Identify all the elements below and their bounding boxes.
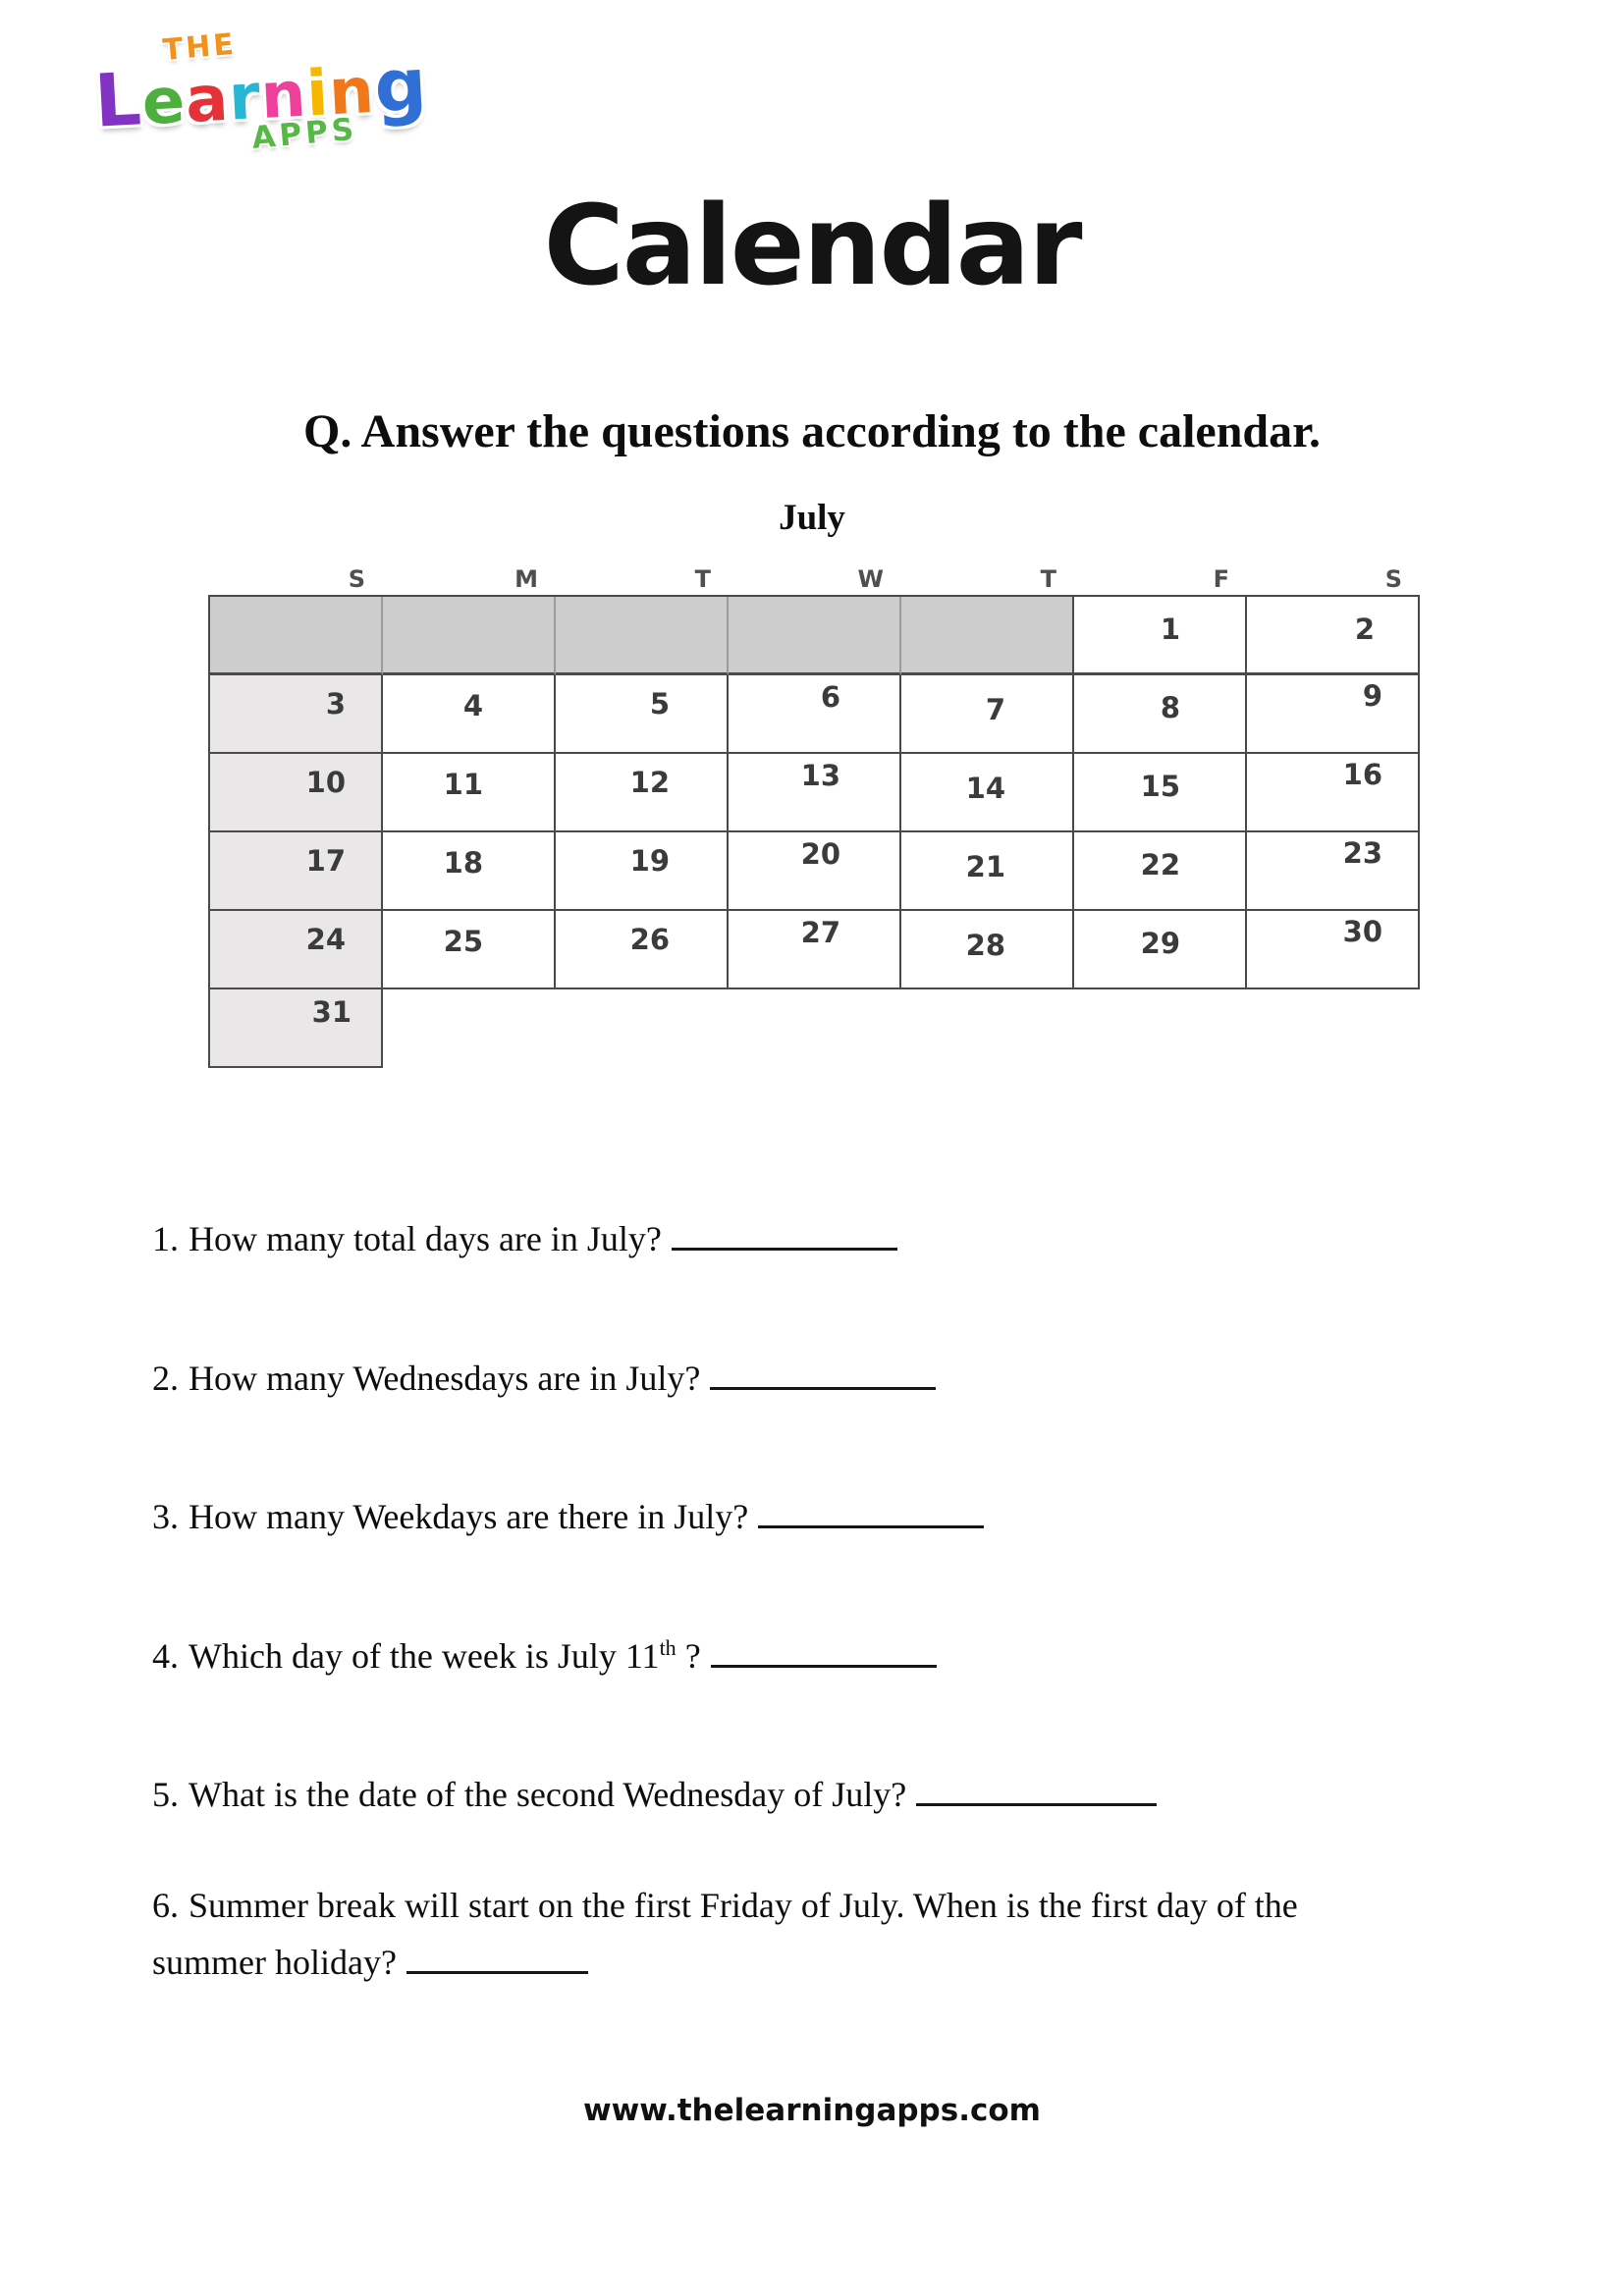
calendar-cell-day-16 [1247, 754, 1420, 832]
calendar-cell-day-24 [210, 911, 383, 989]
logo-letter: n [327, 54, 377, 131]
calendar-cell-day-26 [556, 911, 729, 989]
calendar-cell-day-21 [901, 832, 1074, 911]
day-number: 27 [800, 916, 840, 949]
calendar-cell-ghost [556, 989, 729, 1068]
calendar-month-title: July [779, 498, 845, 538]
calendar-cell-day-14 [901, 754, 1074, 832]
calendar-cell-day-10 [210, 754, 383, 832]
day-number: 30 [1342, 915, 1382, 948]
day-number: 3 [325, 687, 346, 721]
logo-letter: g [372, 42, 430, 130]
question-number: 5. [152, 1775, 179, 1815]
logo-letter: i [304, 57, 332, 132]
day-number: 10 [305, 766, 346, 799]
ordinal-suffix: th [659, 1634, 677, 1660]
calendar-cell-day-17 [210, 832, 383, 911]
logo-letter: r [227, 61, 263, 135]
question-4 [152, 1632, 1468, 1681]
day-number: 2 [1354, 613, 1375, 646]
calendar-cell-day-6 [729, 675, 901, 754]
question-text: What is the date of the second Wednesday of July? [189, 1775, 907, 1815]
question-number: 3. [152, 1497, 179, 1537]
question-text-line2: summer holiday? [152, 1939, 1468, 1987]
calendar-cell-day-7 [901, 675, 1074, 754]
calendar-cell-ghost [1074, 989, 1247, 1068]
day-header-mon: M [514, 565, 538, 593]
calendar-cell-day-28 [901, 911, 1074, 989]
day-number: 4 [462, 689, 483, 722]
day-number: 28 [965, 929, 1005, 962]
calendar-cell-day-12 [556, 754, 729, 832]
day-header-tue: T [694, 565, 711, 593]
question-number: 4. [152, 1635, 179, 1676]
day-number: 11 [443, 768, 483, 801]
question-number: 6. [152, 1885, 179, 1925]
question-text: How many Wednesdays are in July? [189, 1358, 701, 1398]
question-1 [152, 1215, 1468, 1263]
day-number: 18 [443, 846, 483, 880]
day-number: 16 [1342, 758, 1382, 791]
learning-apps-logo [91, 18, 430, 162]
calendar-cell-day-11 [383, 754, 556, 832]
calendar-cell-day-18 [383, 832, 556, 911]
calendar-cell-day-23 [1247, 832, 1420, 911]
calendar-grid [208, 595, 1420, 1068]
logo-word-apps: APPS [250, 111, 359, 157]
question-6 [152, 1882, 1468, 1986]
footer-url: www.thelearningapps.com [583, 2093, 1041, 2128]
day-number: 14 [965, 772, 1005, 805]
calendar-cell-empty [729, 597, 901, 675]
day-number: 5 [649, 687, 670, 721]
day-number: 6 [820, 680, 840, 714]
question-text: How many Weekdays are there in July? [189, 1497, 749, 1537]
day-number: 21 [965, 850, 1005, 883]
calendar-cell-day-3 [210, 675, 383, 754]
day-number: 7 [985, 693, 1005, 726]
calendar-cell-day-13 [729, 754, 901, 832]
day-header-wed: W [857, 565, 884, 593]
question-number: 2. [152, 1358, 179, 1398]
day-number: 1 [1160, 613, 1180, 646]
calendar-cell-ghost [383, 989, 556, 1068]
day-number: 9 [1362, 679, 1382, 713]
calendar-table [208, 565, 1420, 1068]
answer-blank [672, 1217, 897, 1251]
calendar-cell-day-31 [210, 989, 383, 1068]
calendar-cell-day-25 [383, 911, 556, 989]
question-number: 1. [152, 1219, 179, 1258]
calendar-cell-day-9 [1247, 675, 1420, 754]
day-number: 22 [1140, 848, 1180, 881]
calendar-cell-ghost [729, 989, 901, 1068]
calendar-cell-day-20 [729, 832, 901, 911]
day-header-sun: S [348, 565, 365, 593]
question-2 [152, 1355, 1468, 1403]
calendar-cell-day-1 [1074, 597, 1247, 675]
question-heading: Q. Answer the questions according to the calendar. [302, 405, 1322, 457]
logo-letter: e [139, 65, 189, 140]
day-number: 17 [305, 844, 346, 878]
day-number: 25 [443, 925, 483, 958]
question-text: Which day of the week is July 11 [189, 1635, 660, 1676]
calendar-cell-day-15 [1074, 754, 1247, 832]
day-header-fri: F [1213, 565, 1229, 593]
answer-blank [758, 1495, 984, 1528]
question-text: Summer break will start on the first Friday of July. When is the first day of the [189, 1885, 1298, 1925]
answer-blank [710, 1357, 936, 1390]
calendar-cell-empty [901, 597, 1074, 675]
page-title: Calendar [543, 183, 1081, 310]
day-header-sat: S [1384, 565, 1402, 593]
day-number: 8 [1160, 691, 1180, 724]
day-number: 31 [311, 995, 352, 1029]
calendar-cell-day-30 [1247, 911, 1420, 989]
calendar-cell-day-19 [556, 832, 729, 911]
day-header-thu: T [1040, 565, 1056, 593]
day-number: 24 [305, 923, 346, 956]
question-text: How many total days are in July? [189, 1219, 662, 1258]
question-3 [152, 1493, 1468, 1541]
calendar-cell-empty [556, 597, 729, 675]
question-text-suffix: ? [676, 1635, 701, 1676]
day-number: 26 [629, 923, 670, 956]
calendar-cell-ghost [1247, 989, 1420, 1068]
answer-blank [406, 1941, 588, 1974]
day-number: 12 [629, 766, 670, 799]
day-number: 19 [629, 844, 670, 878]
calendar-cell-empty [210, 597, 383, 675]
calendar-cell-empty [383, 597, 556, 675]
calendar-cell-day-8 [1074, 675, 1247, 754]
logo-letter: a [184, 62, 232, 137]
questions-section [152, 1215, 1468, 1986]
calendar-cell-day-29 [1074, 911, 1247, 989]
logo-word-the: THE [161, 27, 239, 69]
question-5 [152, 1771, 1468, 1819]
day-number: 29 [1140, 927, 1180, 960]
logo-letter: n [258, 58, 309, 133]
day-number: 20 [800, 837, 840, 871]
calendar-day-header-row [208, 565, 1420, 595]
day-number: 13 [800, 759, 840, 792]
logo-letter: L [92, 57, 144, 144]
answer-blank [711, 1634, 937, 1668]
calendar-cell-day-4 [383, 675, 556, 754]
calendar-cell-day-5 [556, 675, 729, 754]
calendar-cell-day-2 [1247, 597, 1420, 675]
calendar-cell-day-22 [1074, 832, 1247, 911]
calendar-cell-ghost [901, 989, 1074, 1068]
calendar-cell-day-27 [729, 911, 901, 989]
day-number: 23 [1342, 836, 1382, 870]
day-number: 15 [1140, 770, 1180, 803]
answer-blank [916, 1773, 1157, 1806]
